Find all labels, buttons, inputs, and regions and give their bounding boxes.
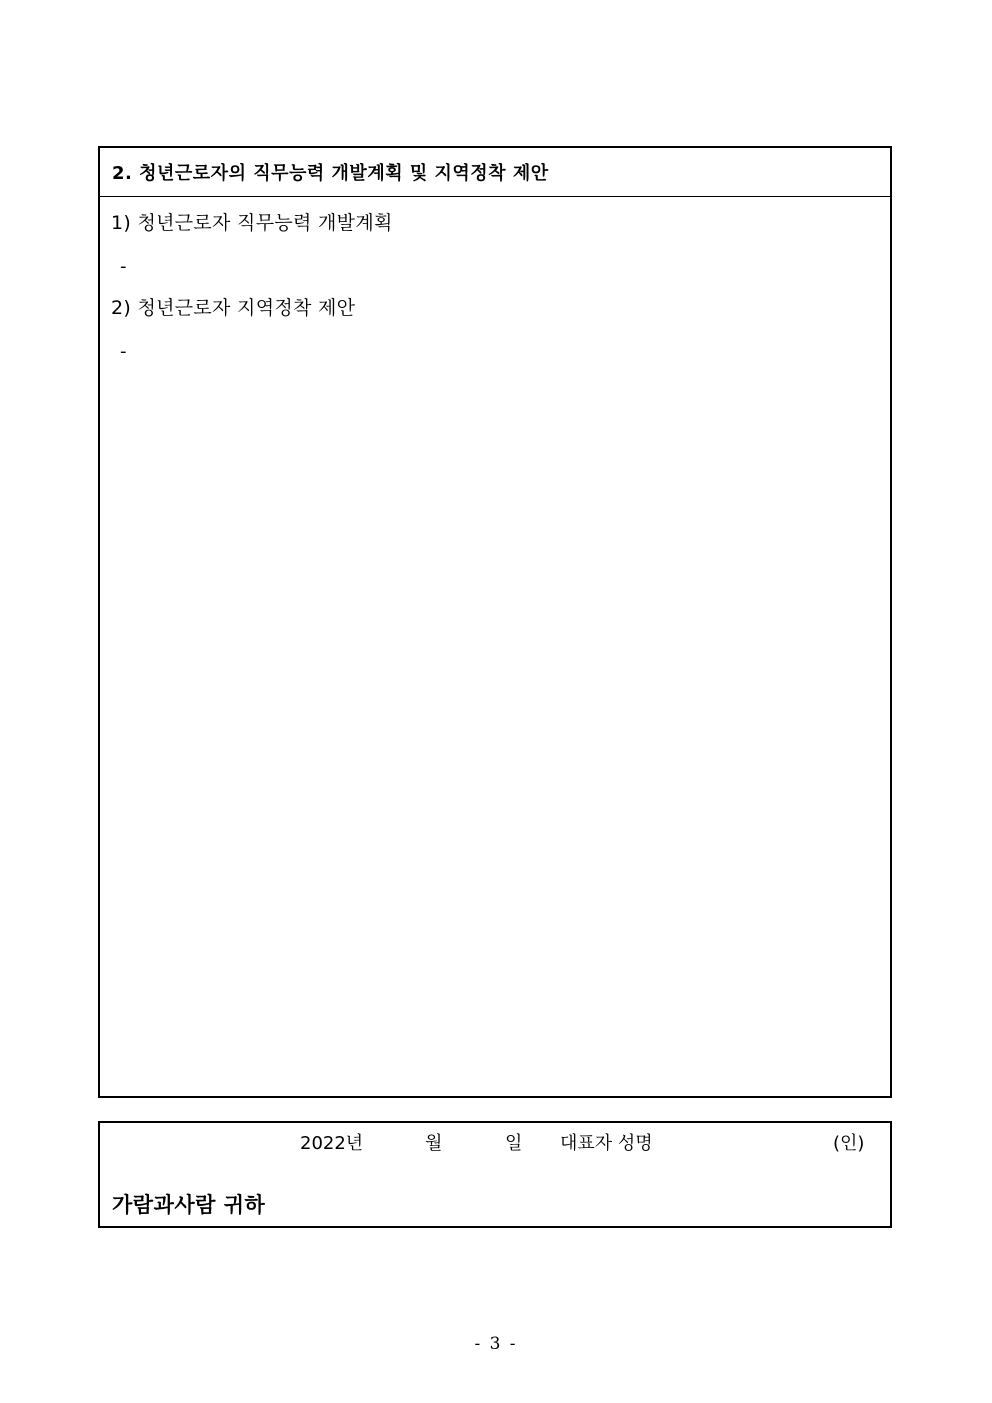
signature-month: 월 (425, 1133, 443, 1154)
item-1-title: 1) 청년근로자 직무능력 개발계획 (111, 212, 393, 234)
signature-year: 2022년 (300, 1133, 364, 1154)
page-number: - 3 - (474, 1334, 518, 1354)
item-2-title: 2) 청년근로자 지역정착 제안 (111, 297, 356, 319)
item-2-bullet: - (120, 341, 127, 362)
section-title: 2. 청년근로자의 직무능력 개발계획 및 지역정착 제안 (100, 148, 890, 197)
item-1-bullet: - (120, 256, 127, 277)
seal-mark: (인) (833, 1133, 865, 1154)
addressee: 가람과사람 귀하 (112, 1193, 266, 1217)
signature-day: 일 (505, 1133, 523, 1154)
signature-box (98, 1121, 892, 1228)
representative-label: 대표자 성명 (560, 1133, 653, 1154)
proposal-section (98, 146, 892, 1098)
